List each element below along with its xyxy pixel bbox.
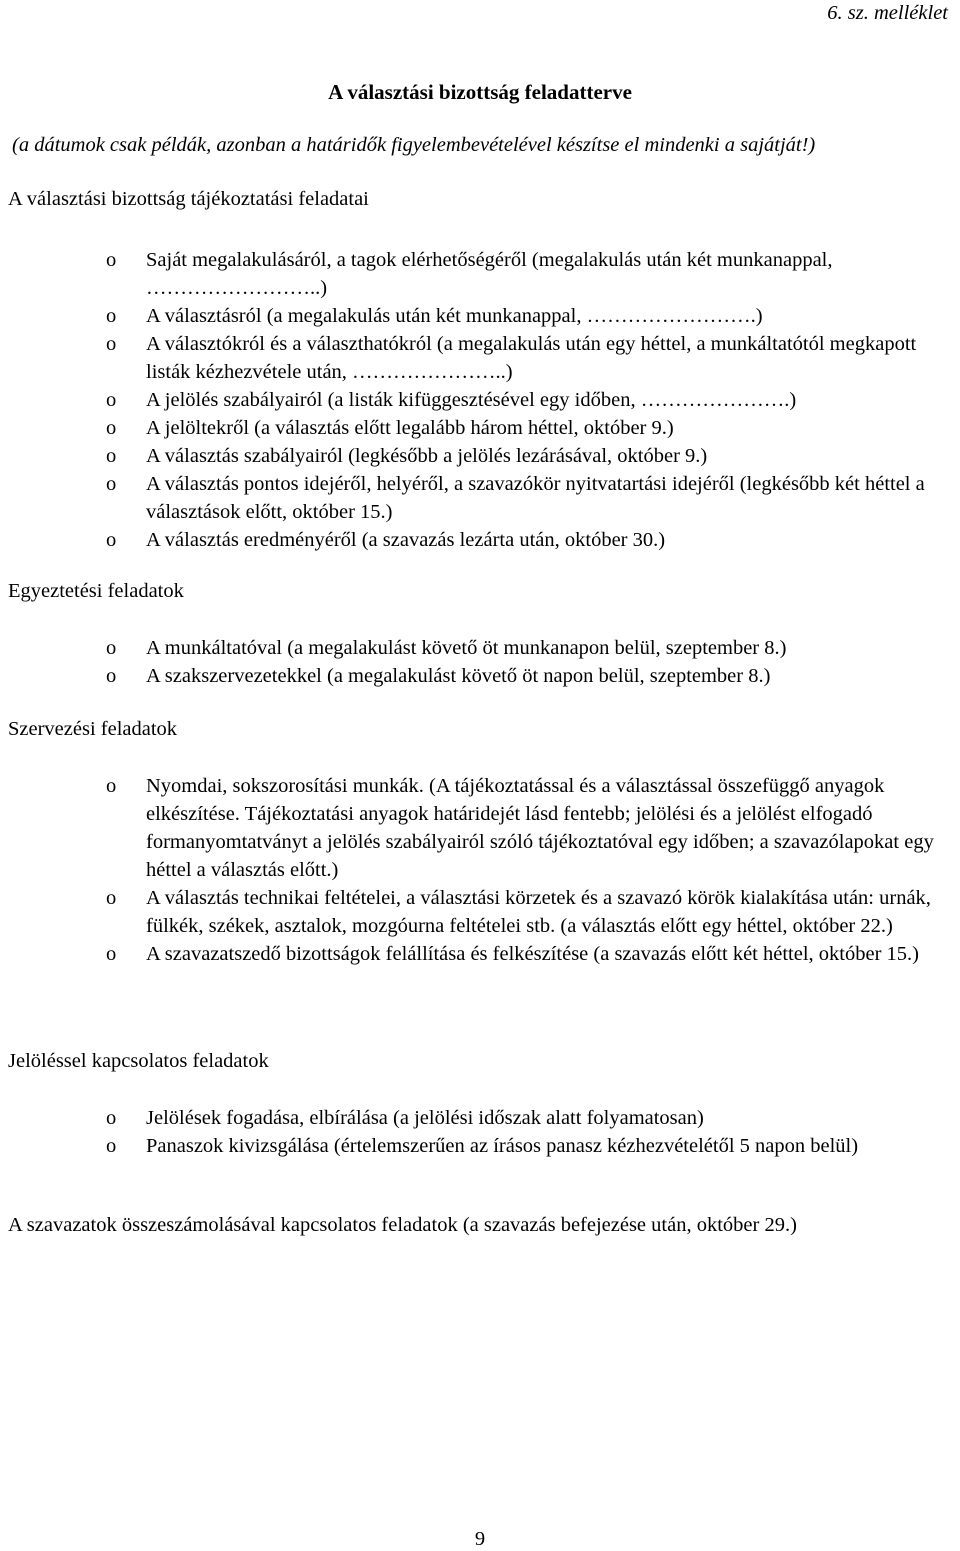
list-item-text: A választás szabályairól (legkésőbb a jelölés lezárásával, október 9.): [146, 445, 708, 467]
bullet-marker: o: [106, 887, 117, 909]
list-item: [0, 772, 960, 884]
section-heading-tajekoztatasi: A választási bizottság tájékoztatási feladatai: [8, 188, 369, 210]
list-item: [0, 442, 960, 470]
list-item-text: Panaszok kivizsgálása (értelemszerűen az írásos panasz kézhezvételétől 5 napon belül): [146, 1135, 859, 1157]
list-item-text: A választás pontos idejéről, helyéről, a szavazókör nyitvatartási idejéről (legkésőbb két héttel a választások előtt, október 15.): [146, 473, 925, 523]
list-item: [0, 386, 960, 414]
list-item: [0, 526, 960, 554]
list-item: [0, 662, 960, 690]
bullet-marker: o: [106, 249, 117, 271]
list-item-text: A jelöltekről (a választás előtt legalább három héttel, október 9.): [146, 417, 674, 439]
list-item: [0, 1132, 960, 1160]
annex-label: 6. sz. melléklet: [827, 2, 948, 24]
list-item: [0, 470, 960, 526]
list-item-text: A választásról (a megalakulás után két munkanappal, …………………….): [146, 305, 763, 327]
bullet-marker: o: [106, 1135, 117, 1157]
list-item: [0, 1104, 960, 1132]
list-item-text: A szavazatszedő bizottságok felállítása és felkészítése (a szavazás előtt két héttel, október 15.): [146, 943, 919, 965]
bullet-marker: o: [106, 529, 117, 551]
bullet-marker: o: [106, 305, 117, 327]
list-item-text: A választókról és a választhatókról (a megalakulás után egy héttel, a munkáltatótól megkapott listák kézhezvétele után, …………………..): [146, 333, 917, 383]
list-item: [0, 884, 960, 940]
section-heading-egyeztetesi: Egyeztetési feladatok: [8, 580, 184, 602]
page-title: A választási bizottság feladatterve: [328, 80, 632, 104]
bullet-marker: o: [106, 1107, 117, 1129]
bullet-marker: o: [106, 473, 117, 495]
list-item-text: A munkáltatóval (a megalakulást követő öt munkanapon belül, szeptember 8.): [146, 637, 787, 659]
bullet-marker: o: [106, 665, 117, 687]
bullet-marker: o: [106, 445, 117, 467]
section-heading-szervezesi: Szervezési feladatok: [8, 718, 178, 740]
list-item: [0, 330, 960, 386]
list-item-text: Nyomdai, sokszorosítási munkák. (A tájékoztatással és a választással összefüggő anyagok elkészítése. Tájékoztatási anyagok határidejét lásd fentebb; jelölési és a jelölést elfogadó formanyomtatványt a jelölés szabályairól szóló tájékoztatóval egy időben; a szavazólapokat egy héttel a választás előtt.): [146, 775, 934, 881]
list-item: [0, 414, 960, 442]
section-list-jelolessel: [0, 1104, 960, 1160]
section-list-egyeztetesi: [0, 634, 960, 690]
list-item-text: A választás technikai feltételei, a választási körzetek és a szavazó körök kialakítása után: urnák, fülkék, székek, asztalok, mozgóurna feltételei stb. (a választás előtt egy héttel, október 22.): [146, 887, 931, 937]
page-subtitle: (a dátumok csak példák, azonban a határidők figyelembevételével készítse el mindenki a sajátját!): [12, 134, 816, 156]
section-list-szervezesi: [0, 772, 960, 968]
bullet-marker: o: [106, 417, 117, 439]
bullet-marker: o: [106, 389, 117, 411]
bullet-marker: o: [106, 637, 117, 659]
list-item: [0, 634, 960, 662]
list-item: [0, 940, 960, 968]
section-list-tajekoztatasi: [0, 246, 960, 554]
bullet-marker: o: [106, 775, 117, 797]
list-item-text: A választás eredményéről (a szavazás lezárta után, október 30.): [146, 529, 666, 551]
list-item: [0, 302, 960, 330]
section-heading-jelolessel: Jelöléssel kapcsolatos feladatok: [8, 1050, 269, 1072]
page-number: 9: [474, 1528, 486, 1550]
list-item-text: A jelölés szabályairól (a listák kifüggesztésével egy időben, ………………….): [146, 389, 797, 411]
list-item-text: A szakszervezetekkel (a megalakulást követő öt napon belül, szeptember 8.): [146, 665, 771, 687]
closing-paragraph: A szavazatok összeszámolásával kapcsolatos feladatok (a szavazás befejezése után, október 29.): [8, 1214, 797, 1236]
bullet-marker: o: [106, 943, 117, 965]
bullet-marker: o: [106, 333, 117, 355]
list-item-text: Saját megalakulásáról, a tagok elérhetőségéről (megalakulás után két munkanappal, ……………………..): [146, 249, 833, 299]
list-item-text: Jelölések fogadása, elbírálása (a jelölési időszak alatt folyamatosan): [146, 1107, 704, 1129]
list-item: [0, 246, 960, 302]
